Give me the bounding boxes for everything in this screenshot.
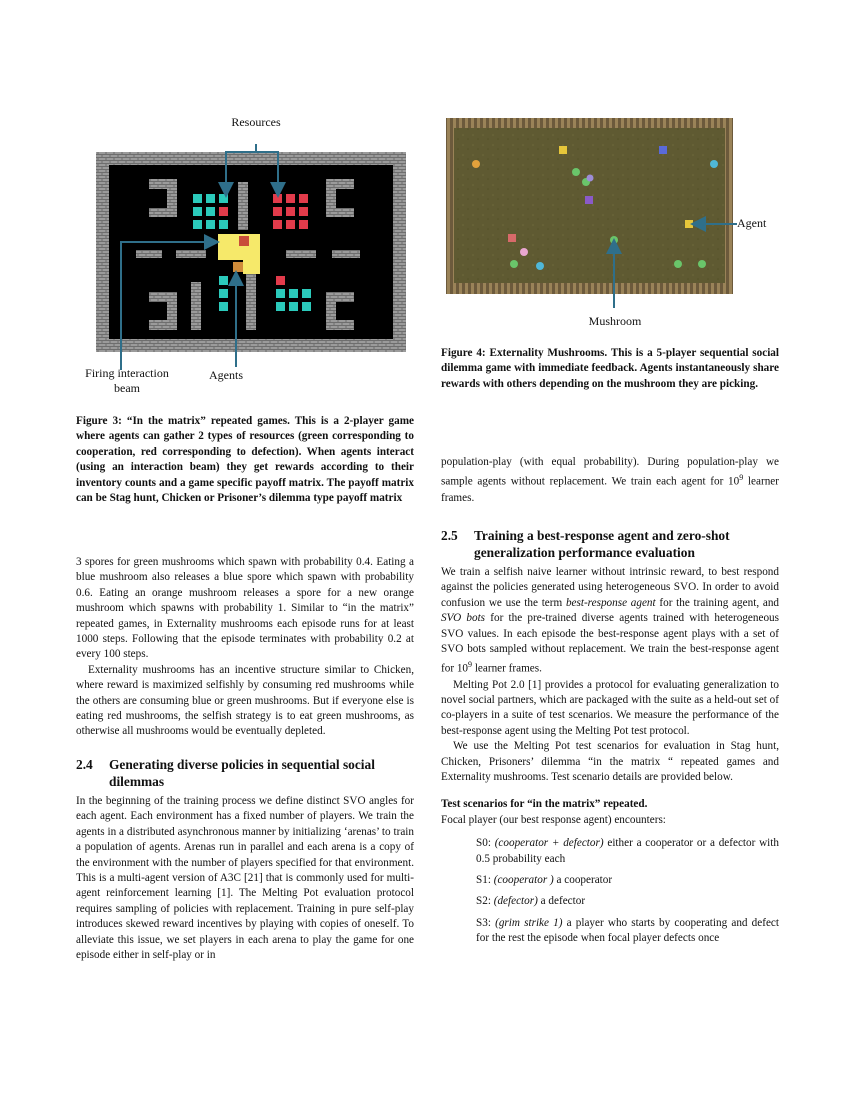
- left-paragraph-2: Externality mushrooms has an incentive structure similar to Chicken, where reward is maximized selfishly by consuming red mushrooms while the others are consuming blue or green mushrooms. But if everyone else is eating red mushrooms, the selfish strategy is to eat green mushrooms, as otherwise all mushrooms would be eventually depleted.: [76, 663, 414, 738]
- scenario-id: S1:: [476, 874, 491, 886]
- scenario-name: (grim strike 1): [495, 916, 563, 929]
- figure-4-label-agent: Agent: [737, 216, 767, 230]
- figure-4-label-mushroom: Mushroom: [588, 314, 642, 328]
- scenario-id: S0:: [476, 837, 491, 850]
- left-column: [76, 555, 414, 963]
- right-paragraph-1-sup: 9: [739, 473, 744, 483]
- section-2-4-number: 2.4: [76, 756, 93, 772]
- right-paragraph-3: Melting Pot 2.0 [1] provides a protocol for evaluating generalization to novel social partners, which are packaged with the suite as a held-out set of co-players in a suite of test scenarios. We measure the performance of the best-response agent using the Melting Pot test protocol.: [441, 678, 779, 737]
- left-paragraph-3: In the beginning of the training process we define distinct SVO angles for each agent. Each environment has a fixed number of players. We train the agents in a distributed asynchronous manner by initializing ‘arenas’ to train a population of agents. Arenas run in parallel and each arena is a copy of the environment with the number of players specified for that environment. This is a multi-agent version of A3C [21] that is commonly used for multi-agent reinforcement learning [1]. The Melting Pot evaluation protocol requires sampling of policies with replacement. Training in pure self-play introduces skewed reward incentives by playing with copies of oneself. To alleviate this issue, we set players in each arena to play the game for one episode either in self-play or in: [76, 794, 414, 961]
- right-column: [441, 455, 779, 953]
- scenario-name: (cooperator + defector): [494, 837, 604, 850]
- figure-4-caption-label: Figure 4:: [441, 347, 486, 359]
- scenario-desc: either a cooperator or a defector with 0.5 probability each: [476, 837, 779, 865]
- right-paragraph-2-b: for the training agent, and: [655, 596, 780, 609]
- right-paragraph-1-text: population-play (with equal probability). During population-play we sample agents without replacement. We train each agent for 10: [441, 456, 779, 489]
- section-2-5-title: Training a best-response agent and zero-shot generalization performance evaluation: [474, 527, 730, 561]
- scenario-desc: a defector: [537, 895, 586, 908]
- right-paragraph-2-a: We train a selfish naive learner without intrinsic reward, to best respond against the policies generated using heterogeneous SVO. In order to avoid confusion we use the term: [441, 565, 779, 609]
- section-2-4-heading: [76, 756, 414, 791]
- figure-3-agent: [233, 262, 243, 272]
- left-paragraph-1: 3 spores for green mushrooms which spawn with probability 0.4. Eating a blue mushroom also releases a blue spore which spawn with probability 0.6. Eating an orange mushroom releases a spore for a new orange mushroom which spawns with probability 1. Similar to “in the matrix” repeated games, in Externality mushrooms each episode runs for at least 1000 steps. Following that the episode terminates with probability 0.2 at every 100 steps.: [76, 556, 414, 661]
- right-paragraph-2: [441, 565, 779, 678]
- figure-3-label-agents: Agents: [209, 368, 243, 382]
- scenario-id: S2:: [476, 895, 491, 908]
- figure-3-caption: [76, 414, 414, 506]
- figure-3-interaction-beam-tail: [243, 260, 260, 274]
- figure-4-grid: [440, 112, 780, 337]
- scenario-id: S3:: [476, 916, 491, 929]
- term-best-response-agent: best-response agent: [565, 596, 656, 609]
- scenario-name: (defector): [493, 895, 538, 908]
- term-svo-bots: SVO bots: [441, 612, 486, 625]
- figure-3: [76, 112, 416, 402]
- scenario-s1: [441, 873, 779, 888]
- section-2-5-number: 2.5: [441, 527, 458, 543]
- scenario-s0: [441, 836, 779, 867]
- figure-4-caption: [441, 346, 779, 392]
- figure-3-label-firing: Firing interaction beam: [85, 366, 169, 395]
- test-scenarios-heading: Test scenarios for “in the matrix” repeated.: [441, 798, 648, 811]
- right-paragraph-2-d: learner frames.: [472, 663, 542, 676]
- test-scenarios-intro: Focal player (our best response agent) encounters:: [441, 813, 666, 826]
- right-paragraph-4: We use the Melting Pot test scenarios for evaluation in Stag hunt, Chicken, Prisoners’ dilemma “in the matrix “ repeated games and Externality mushrooms. Test scenario details are provided below.: [441, 740, 779, 783]
- figure-4-caption-text: Externality Mushrooms. This is a 5-player sequential social dilemma game with immediate feedback. Agents instantaneously share rewards with others depending on the mushroom they are picking.: [441, 347, 779, 390]
- figure-3-agent: [239, 236, 249, 246]
- figure-3-label-resources: Resources: [231, 115, 281, 129]
- scenario-s3: [441, 916, 779, 947]
- scenario-desc: a player who starts by cooperating and defect for the rest the episode when focal player defects once: [476, 916, 780, 945]
- right-paragraph-1: [441, 455, 779, 506]
- figure-4: [440, 112, 780, 337]
- scenario-desc: a cooperator: [553, 874, 613, 886]
- section-2-4-title: Generating diverse policies in sequential social dilemmas: [109, 756, 375, 790]
- figure-3-caption-label: Figure 3:: [76, 415, 122, 427]
- right-paragraph-2-sup: 9: [468, 660, 473, 670]
- right-paragraph-2-c: for the pre-trained diverse agents trained with heterogeneous SVO values. In each episode the best-response agent plays with a set of SVO bots sampled without replacement. We train the best-response agent for 10: [441, 612, 780, 676]
- figure-4-field: [454, 128, 725, 283]
- figure-3-grid: [76, 112, 416, 402]
- section-2-5-heading: [441, 527, 779, 562]
- scenario-s2: [441, 894, 779, 909]
- right-paragraph-1-end: learner frames.: [441, 476, 779, 504]
- scenario-name: (cooperator ): [493, 874, 554, 886]
- figure-3-caption-text: “In the matrix” repeated games. This is a 2-player game where agents can gather 2 types of resources (green corresponding to cooperation, red corresponding to defection). When agents interact (using an interaction beam) they get rewards according to their inventory counts and a game specific payoff matrix. The payoff matrix can be Stag hunt, Chicken or Prisoner’s dilemma type payoff matrix: [76, 415, 414, 505]
